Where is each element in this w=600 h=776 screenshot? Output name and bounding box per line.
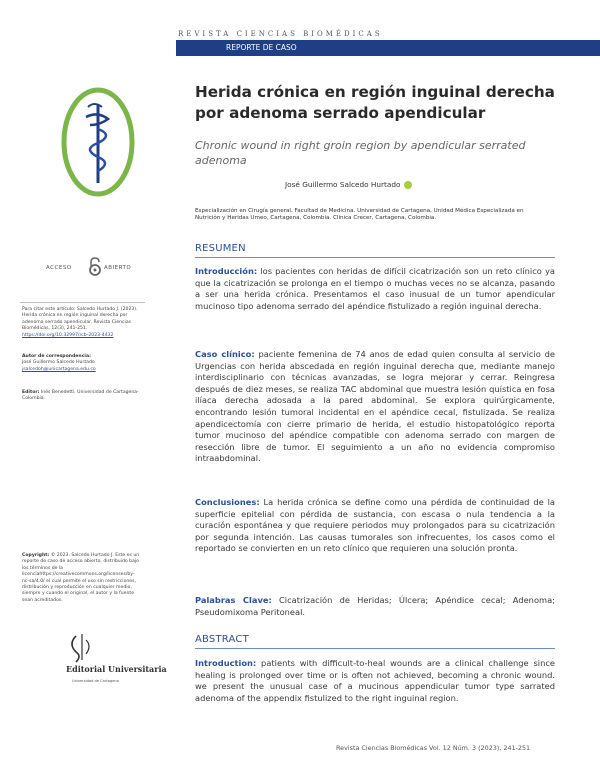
abstract-intro-text: patients with difficult-to-heal wounds are a clinical challenge since healing is prolonged over time or is often not achieved, becoming a chronic wound. we present the unusual case of a mucinous appendicular tumor type sarrated adenoma of the appendix fistulized to the right inguinal region. [195, 658, 555, 703]
publisher-name: Editorial Universitaria [66, 664, 167, 674]
editor-label: Editor: [22, 390, 40, 395]
publisher-logo [48, 630, 167, 690]
editor-block [22, 390, 140, 403]
abstract-intro-lead: Introduction: [195, 658, 257, 668]
correspondence-email-link[interactable]: jsalcedoh@unicartagena.edu.co [22, 366, 96, 372]
resumen-intro-lead: Introducción: [195, 266, 258, 276]
correspondence-block [22, 354, 140, 373]
publisher-sub: Universidad de Cartagena [72, 679, 119, 683]
report-type-label: REPORTE DE CASO [226, 43, 297, 52]
citation-block [22, 307, 140, 339]
copyright-text: © 2023. Salcedo Hurtado J. Este es un reporte de caso de acceso abierto, distribuido bajo los términos de la licenciahttps://creativecommons.org/licenses/by-nc-sa/4.0/ el cual permite el uso sin restricciones, distribución y reproducción en cualquier medio, siempre y cuando el original, el autor y la fuente sean acreditados. [22, 553, 140, 603]
resumen-conclusions-paragraph [195, 497, 555, 555]
open-access-right-label: ABIERTO [104, 265, 132, 271]
author-line [285, 180, 412, 189]
journal-logo-icon [58, 85, 138, 200]
resumen-case-lead: Caso clínico: [195, 349, 255, 359]
resumen-case-text: paciente femenina de 74 anos de edad quien consulta al servicio de Urgencias con herida abscedada en región inguinal derecha que, mediante manejo interdisciplinario con técnicas avanzadas, se logra mejorar y cerrar. Reingresa después de diez meses, se realiza TAC abdominal que muestra lesión quística en fosa ilíaca derecha adosada a la pared abdominal. Se explora quirúrgicamente, encontrando lesión tumoral incidental en el apéndice cecal, fistulizada. Se realiza apendicectomía con cierre primario de herida, el estudio histopatológico reporta tumor mucinoso del apéndice compatible con adenoma serrado con margen de resección libre de tumor. El seguimiento a un año no evidencia compromiso intraabdominal. [195, 349, 555, 464]
editor-text: Inés Benedetti. Universidad de Cartagena-Colombia. [22, 390, 139, 402]
resumen-intro-text: los pacientes con heridas de difícil cicatrización son un reto clínico ya que la cicatrización se prolonga en el tiempo o muchas veces no se alcanza, pasando a ser una herida crónica. Presentamos el caso inusual de un tumor apendicular mucinoso tipo adenoma serrado del apéndice fistulizado a región inguinal derecha. [195, 266, 555, 311]
citation-doi-link[interactable]: https://doi.org/10.32997/rcb-2023-4432 [22, 332, 114, 338]
open-access-left-label: ACCESO [46, 265, 72, 271]
article-subtitle: Chronic wound in right groin region by apendicular serrated adenoma [195, 139, 526, 167]
resumen-conclusions-text: La herida crónica se define como una pérdida de continuidad de la superficie epitelial con pérdida de sustancia, con escasa o nula tendencia a la curación espontánea y que requiere periodos muy prolongados para su cicatrización por segunda intención. Las causas tumorales son infrecuentes, los casos como el reportado se convierten en un reto clínico que requieren una solución pronta. [195, 497, 555, 554]
copyright-label: Copyright: [22, 553, 50, 558]
copyright-block [22, 553, 140, 604]
resumen-intro-paragraph [195, 266, 555, 312]
article-title: Herida crónica en región inguinal derecha por adenoma serrado apendicular [195, 83, 555, 122]
resumen-heading: RESUMEN [195, 243, 246, 254]
report-type-banner [176, 40, 600, 56]
keywords-text: Cicatrización de Heridas; Úlcera; Apéndice cecal; Adenoma; Pseudomixoma Peritoneal. [195, 595, 555, 617]
keywords-paragraph [195, 595, 555, 618]
page-footer: Revista Ciencias Biomédicas Vol. 12 Núm. 3 (2023), 241-251 [336, 744, 531, 752]
correspondence-name: José Guillermo Salcedo Hurtado [22, 360, 95, 366]
abstract-heading: ABSTRACT [195, 634, 249, 645]
citation-text: Para citar este artículo: Salcedo Hurtado J. (2023). Herida crónica en región inguinal derecha por adenoma serrado apendicular. Revista Ciencias Biomédicas, 12(3), 241-251. [22, 307, 138, 332]
keywords-lead: Palabras Clave: [195, 595, 272, 605]
resumen-conclusions-lead: Conclusiones: [195, 497, 260, 507]
journal-name: REVISTA CIENCIAS BIOMÉDICAS [178, 30, 383, 38]
resumen-divider [195, 257, 555, 258]
abstract-divider [195, 648, 555, 649]
open-access-lock-icon [88, 257, 102, 277]
abstract-intro-paragraph [195, 658, 555, 704]
sidebar [0, 0, 165, 776]
sidebar-divider [20, 302, 145, 303]
orcid-icon[interactable] [404, 181, 412, 189]
resumen-case-paragraph [195, 349, 555, 465]
publisher-logo-icon [48, 630, 167, 690]
author-name: José Guillermo Salcedo Hurtado [285, 180, 401, 189]
correspondence-label: Autor de correspondencia: [22, 354, 91, 359]
open-access-badge [46, 255, 136, 279]
author-affiliation: Especialización en Cirugía general. Facultad de Medicina. Universidad de Cartagena, Unidad Médica Especializada en Nutrición y Heridas Umeo, Cartagena, Colombia. Clínica Crecer, Cartagena, Colombia. [195, 208, 524, 221]
